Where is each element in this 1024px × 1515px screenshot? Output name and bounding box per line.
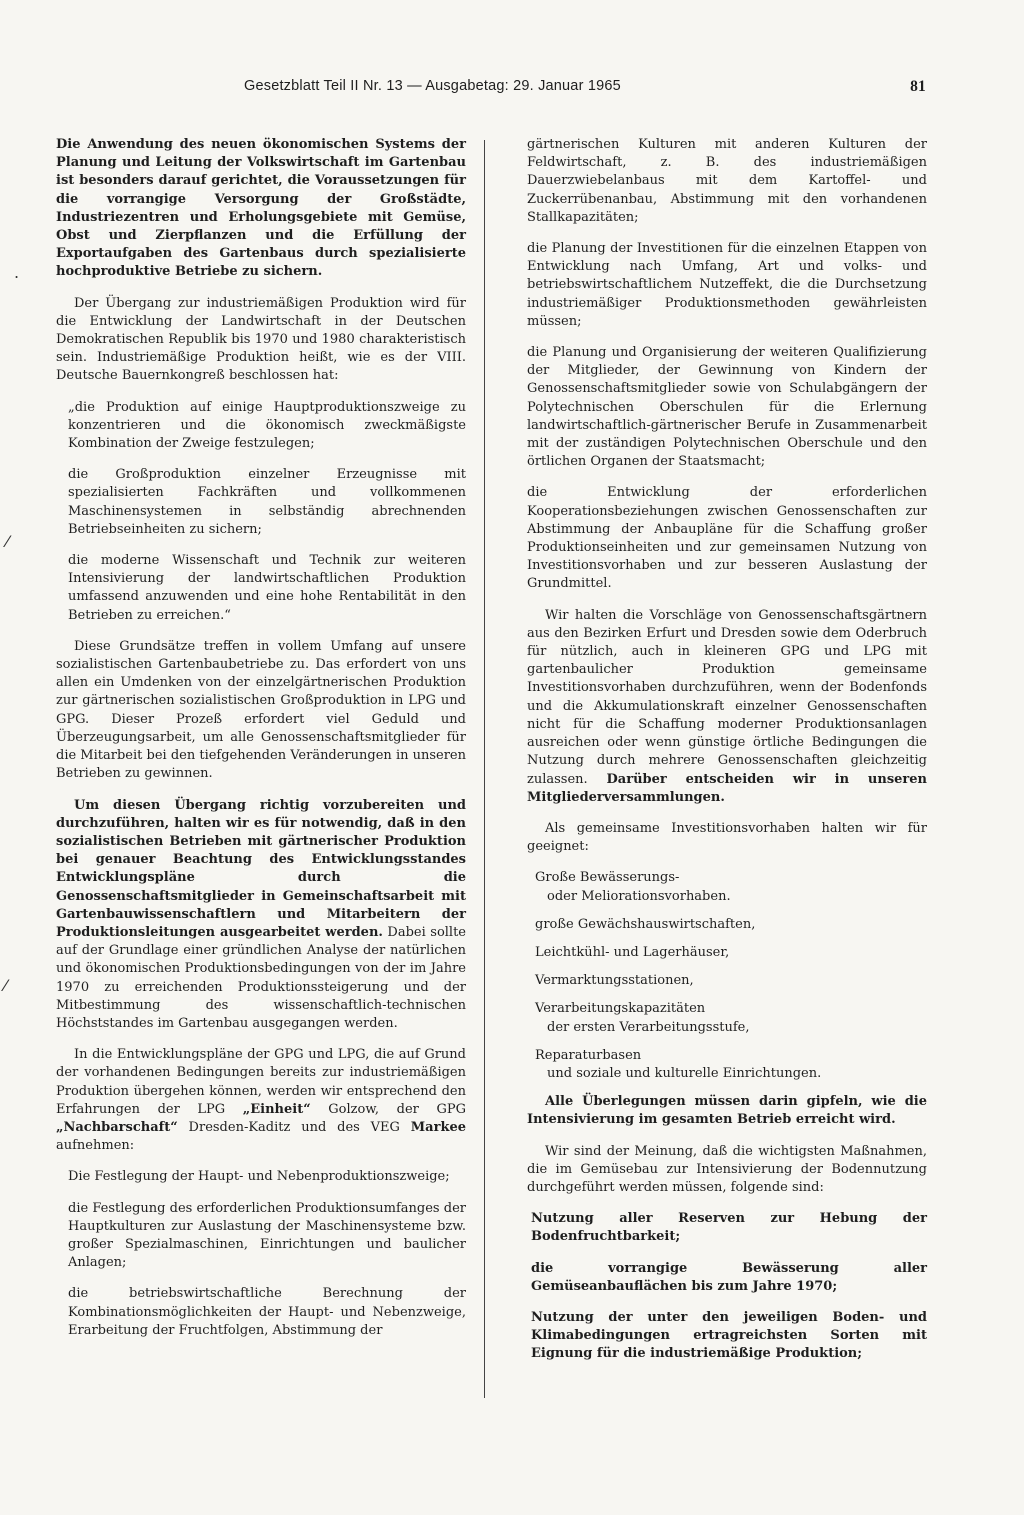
page-header (244, 78, 926, 106)
list-item: die Planung und Organisierung der weiteren Qualifizierung der Mitglieder, der Gewinnung von Kindern der Genossenschaftsmitglieder sowie von Schulabgängern der Polytechnischen Oberschulen für die Erlernung landwirtschaftlich-gärtnerischer Berufe in Zusammenarbeit mit der zuständigen Polytechnischen Oberschule und den örtlichen Organen der Staatsmacht; (527, 345, 927, 470)
paragraph: Der Übergang zur industriemäßigen Produktion wird für die Entwicklung der Landwirtschaft in der Deutschen Demokratischen Republik bis 1970 und 1980 charakteristisch sein. Industriemäßige Produktion heißt, wie es der VIII. Deutsche Bauernkongreß beschlossen hat: (56, 295, 466, 384)
list-item (535, 1000, 927, 1036)
bold-text: Um diesen Übergang richtig vorzubereiten und durchzuführen, halten wir es für notwendig, daß in den sozialistischen Betrieben mit gärtnerischer Produktion bei genauer Beachtung des Entwicklungsstandes Entwicklungspläne durch die Genossenschaftsmitglieder in Gemeinschaftsarbeit mit Gartenbauwissenschaftlern und Mitarbeitern der Produktionsleitungen ausgearbeitet werden. (56, 797, 466, 940)
paragraph-text: Dabei sollte auf der Grundlage einer gründlichen Analyse der natürlichen und ökonomischen Produktionsbedingungen von der im Jahre 1970 zu erreichenden Produktionssteigerung und der Mitbestimmung des wissenschaftlich-technischen Höchststandes im Gartenbau ausgegangen werden. (56, 924, 466, 1031)
list-item: Nutzung aller Reserven zur Hebung der Bodenfruchtbarkeit; (531, 1211, 927, 1245)
left-column (56, 136, 466, 1353)
list-item-line: Große Bewässerungs- (535, 870, 680, 886)
list-item (535, 1047, 927, 1083)
paragraph (56, 1046, 466, 1155)
paragraph-text: Golzow, der GPG (310, 1101, 466, 1117)
list-item: Leichtkühl- und Lagerhäuser, (535, 944, 730, 960)
quote-item: die Großproduktion einzelner Erzeugnisse mit spezialisierten Fachkräften und vollkommenen Maschinensystemen in selbständig abrechnenden Betriebseinheiten zu sichern; (68, 467, 466, 537)
margin-pencil-mark: ⁄ (6, 532, 9, 551)
list-item: die vorrangige Bewässerung aller Gemüseanbauflächen bis zum Jahre 1970; (531, 1260, 927, 1294)
list-item-continued: gärtnerischen Kulturen mit anderen Kulturen der Feldwirtschaft, z. B. des industriemäßigen Dauerzwiebelanbaus mit dem Kartoffel- und Zuckerrübenanbau, Abstimmung mit den vorhandenen Stallkapazitäten; (527, 137, 927, 225)
list-item: die Planung der Investitionen für die einzelnen Etappen von Entwicklung nach Umfang, Art und volks- und betriebswirtschaftlichem Nutzeffekt, die die Durchsetzung industriemäßiger Produktionsmethoden gewährleisten müssen; (527, 241, 927, 329)
list-item: Vermarktungsstationen, (535, 973, 694, 989)
bold-text: „Nachbarschaft“ (56, 1119, 178, 1135)
paragraph-text: Wir halten die Vorschläge von Genossenschaftsgärtnern aus den Bezirken Erfurt und Dresden sowie dem Oderbruch für nützlich, auch in kleineren GPG und LPG mit gartenbaulicher Produktion gemeinsame Investitionsvorhaben durchzuführen, wenn der Bodenfonds und die Akkumulationskraft einzelner Genossenschaften nicht für die Schaffung moderner Produktionsanlagen ausreichen oder wenn günstige örtliche Bedingungen die Nutzung durch mehrere Genossenschaften gleichzeitig zulassen. (527, 607, 927, 787)
list-item: die Entwicklung der erforderlichen Kooperationsbeziehungen zwischen Genossenschaften zur Abstimmung der Anbaupläne für die Schaffung großer Produktionseinheiten und zur gemeinsamen Nutzung von Investitionsvorhaben und zur besseren Auslastung der Grundmittel. (527, 485, 927, 592)
list-item: Nutzung der unter den jeweiligen Boden- und Klimabedingungen ertragreichsten Sorten mit Eignung für die industriemäßige Produktion; (531, 1309, 927, 1362)
quotation-block (68, 399, 466, 625)
list-item (535, 869, 927, 905)
intro-paragraph: Die Anwendung des neuen ökonomischen Systems der Planung und Leitung der Volkswirtschaft im Gartenbau ist besonders darauf gerichtet, die Voraussetzungen für die vorrangige Versorgung der Großstädte, Industriezentren und Erholungsgebiete mit Gemüse, Obst und Zierpflanzen und die Erfüllung der Exportaufgaben des Gartenbaus durch spezialisierte hochproduktive Betriebe zu sichern. (56, 137, 466, 280)
paragraph: Wir sind der Meinung, daß die wichtigsten Maßnahmen, die im Gemüsebau zur Intensivierung der Bodennutzung durchgeführt werden müssen, folgende sind: (527, 1143, 927, 1195)
page-number: 81 (910, 78, 926, 95)
list-item: Die Festlegung der Haupt- und Nebenproduktionszweige; (68, 1169, 450, 1185)
plan-items-list (56, 1168, 466, 1340)
paragraph-text: aufnehmen: (56, 1138, 135, 1154)
paragraph-text: In die Entwicklungspläne der GPG und LPG, die auf Grund der vorhandenen Bedingungen bereits zur industriemäßigen Produktion übergehen können, werden wir entsprechend den Erfahrungen der LPG (56, 1047, 466, 1117)
list-item-line: oder Meliorationsvorhaben. (547, 888, 731, 904)
bold-text: Markee (410, 1119, 466, 1135)
margin-dot-mark: . (14, 263, 20, 282)
bold-paragraph: Alle Überlegungen müssen darin gipfeln, wie die Intensivierung im gesamten Betrieb erreicht wird. (527, 1094, 927, 1128)
bold-text: „Einheit“ (242, 1101, 311, 1117)
paragraph (56, 797, 466, 1034)
list-item-line: Verarbeitungskapazitäten (535, 1001, 706, 1017)
list-item-line: der ersten Verarbeitungsstufe, (547, 1019, 750, 1035)
list-item-line: und soziale und kulturelle Einrichtungen. (547, 1065, 822, 1081)
right-column (527, 136, 927, 1377)
paragraph: Diese Grundsätze treffen in vollem Umfang auf unsere sozialistischen Gartenbaubetriebe zu. Das erfordert von uns allen ein Umdenken von der einzelgärtnerischen Produktion zur gärtnerischen sozialistischen Großproduktion in LPG und GPG. Dieser Prozeß erfordert viel Geduld und Überzeugungsarbeit, um alle Genossenschaftsmitglieder für die Mitarbeit bei den tiefgehenden Veränderungen in unseren Betrieben zu gewinnen. (56, 638, 466, 782)
bold-text: Darüber entscheiden wir in unseren Mitgliederversammlungen. (527, 771, 927, 805)
quote-item: „die Produktion auf einige Hauptproduktionszweige zu konzentrieren und die ökonomisch zweckmäßigste Kombination der Zweige festzulegen; (68, 399, 466, 452)
measures-list (527, 1210, 927, 1363)
header-title: Gesetzblatt Teil II Nr. 13 — Ausgabetag: 29. Januar 1965 (244, 78, 621, 94)
investment-list (527, 869, 927, 1083)
list-item: die betriebswirtschaftliche Berechnung der Kombinationsmöglichkeiten der Haupt- und Nebenzweige, Erarbeitung der Fruchtfolgen, Abstimmung der (68, 1286, 466, 1338)
paragraph: Als gemeinsame Investitionsvorhaben halten wir für geeignet: (527, 820, 927, 855)
margin-pencil-mark: ⁄ (4, 976, 7, 995)
column-divider (484, 140, 485, 1398)
list-item: große Gewächshauswirtschaften, (535, 916, 756, 932)
list-item-line: Reparaturbasen (535, 1047, 642, 1063)
paragraph-text: Dresden-Kaditz und des VEG (177, 1119, 411, 1135)
quote-item: die moderne Wissenschaft und Technik zur weiteren Intensivierung der landwirtschaftlichen Produktion umfassend anzuwenden und eine hohe Rentabilität in den Betrieben zu erreichen.“ (68, 553, 466, 623)
list-item: die Festlegung des erforderlichen Produktionsumfanges der Hauptkulturen zur Auslastung der Maschinensysteme bzw. großer Spezialmaschinen, Einrichtungen und baulicher Anlagen; (68, 1200, 466, 1271)
paragraph (527, 607, 927, 807)
